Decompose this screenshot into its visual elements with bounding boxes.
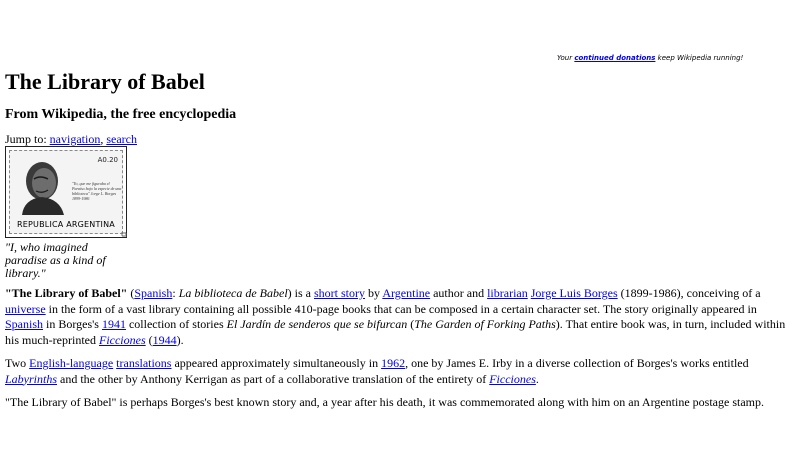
stamp-quote: "Yo, que me figuraba el Paraíso bajo la especie de una biblioteca" Jorge L. Borges 1899-1986 — [72, 181, 122, 201]
borges-portrait-icon — [14, 157, 70, 215]
link-librarian[interactable]: librarian — [487, 286, 528, 300]
text: . — [535, 371, 539, 386]
link-labyrinths[interactable] — [5, 372, 57, 386]
link-1941[interactable]: 1941 — [101, 317, 126, 331]
text: collection of stories — [125, 317, 227, 331]
site-notice — [557, 54, 743, 63]
page-subtitle: From Wikipedia, the free encyclopedia — [5, 107, 237, 122]
jump-to — [5, 132, 137, 147]
text: (1899-1986), conceiving of a — [617, 286, 761, 300]
donations-link[interactable]: continued donations — [574, 54, 656, 62]
text: author and — [430, 286, 488, 300]
text: ). — [176, 332, 184, 347]
link-ficciones-2[interactable] — [489, 372, 536, 386]
text: and the other by Anthony Kerrigan as part of a collaborative translation of the entirety of — [57, 371, 490, 386]
spanish-title: La biblioteca de Babel — [178, 286, 288, 300]
collection-title: El Jardín de senderos que se bifurcan — [226, 317, 408, 331]
text: , one by James E. Irby in a diverse collection of Borges's works entitled — [405, 356, 749, 370]
jump-to-separator: , — [100, 132, 104, 146]
link-translations[interactable]: translations — [116, 356, 172, 370]
stamp-image[interactable] — [5, 146, 127, 238]
article-subject: "The Library of Babel" — [5, 286, 128, 300]
text: ( — [145, 332, 153, 347]
text: in Borges's — [43, 317, 102, 331]
text: Two — [5, 356, 30, 370]
link-borges[interactable]: Jorge Luis Borges — [530, 286, 618, 300]
stamp-value: A0.20 — [97, 156, 118, 164]
link-universe[interactable]: universe — [5, 301, 46, 316]
thumbnail — [5, 146, 127, 280]
stamp-inner — [9, 150, 123, 234]
magnify-icon[interactable]: ⧉ — [121, 230, 127, 239]
text: by — [365, 286, 383, 300]
link-english-language[interactable]: English-language — [29, 356, 114, 370]
link-1962[interactable]: 1962 — [381, 356, 406, 370]
link-spanish[interactable]: Spanish — [134, 286, 173, 300]
paragraph-2 — [5, 356, 795, 387]
link-argentine[interactable]: Argentine — [382, 286, 431, 300]
stamp-country: REPUBLICA ARGENTINA — [17, 220, 115, 229]
link-ficciones-2-text: Ficciones — [489, 371, 536, 386]
paragraph-3: "The Library of Babel" is perhaps Borges's best known story and, a year after his death, it was commemorated along with him on an Argentine postage stamp. — [5, 395, 764, 409]
site-notice-suffix: keep Wikipedia running! — [657, 54, 744, 62]
link-short-story[interactable]: short story — [314, 286, 365, 300]
link-ficciones-text: Ficciones — [98, 332, 146, 347]
text: ( — [127, 286, 135, 300]
text: ( — [407, 317, 415, 331]
text: ). That entire book was, in turn, included within his much-reprinted — [5, 317, 786, 347]
link-spanish-2[interactable]: Spanish — [5, 317, 44, 331]
text: appeared approximately simultaneously in — [171, 356, 382, 370]
article-body — [5, 286, 795, 419]
paragraph-1 — [5, 286, 795, 348]
page-title: The Library of Babel — [5, 69, 205, 94]
link-1944[interactable]: 1944 — [152, 332, 177, 347]
text: in the form of a vast library containing all possible 410-page books that can be composed in a certain character set. The story originally appeared in — [45, 301, 757, 316]
collection-title-english: The Garden of Forking Paths — [414, 317, 556, 331]
site-notice-prefix: Your — [557, 54, 573, 62]
text: ) is a — [287, 286, 314, 300]
link-ficciones[interactable] — [99, 333, 146, 347]
jump-to-label: Jump to: — [5, 132, 47, 146]
thumb-caption: "I, who imagined paradise as a kind of library." — [5, 240, 106, 280]
search-link[interactable]: search — [106, 132, 137, 146]
text: : — [172, 286, 179, 300]
link-labyrinths-text: Labyrinths — [5, 371, 58, 386]
navigation-link[interactable]: navigation — [49, 132, 101, 146]
